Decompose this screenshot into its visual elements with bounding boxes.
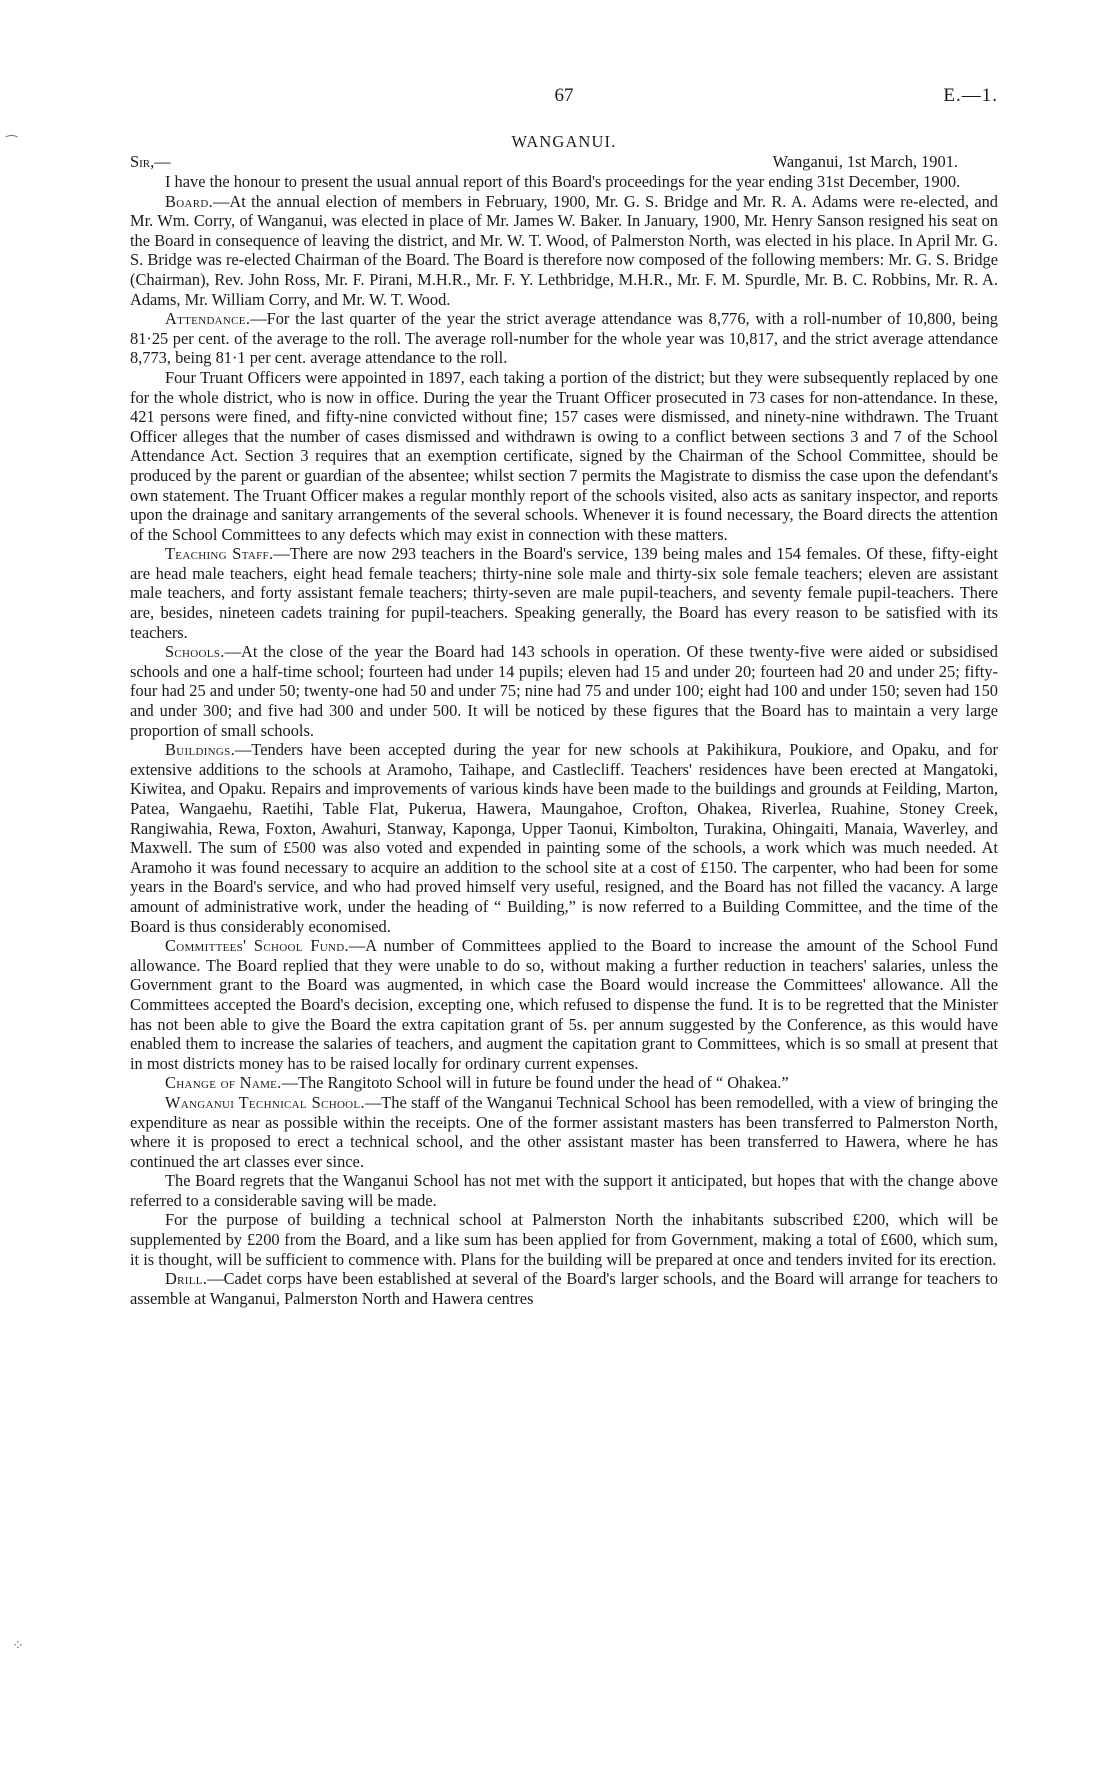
paragraph-text: —A number of Committees applied to the Board to increase the amount of the School Fund allowance. The Board replied that they were unable to do so, without making a further reduction in teachers' salaries, unless the Government grant to the Board was augmented, in which case the Board would increase the Committees' allowance. All the Committees accepted the Board's decision, excepting one, which refused to dispense the fund. It is to be regretted that the Minister has not been able to give the Board the extra capitation grant of 5s. per annum suggested by the Conference, as this would have enabled them to increase the salaries of teachers, and augment the capitation grant to Committees, which is so small at present that in most districts money has to be raised locally for ordinary current expenses. (130, 936, 998, 1073)
margin-mark-bottom: ⁘ (12, 1638, 24, 1654)
paragraph-truant-officers (130, 368, 998, 544)
paragraph-heading: Attendance. (165, 309, 251, 329)
paragraph-text: Four Truant Officers were appointed in 1897, each taking a portion of the district; but they were subsequently replaced by one for the whole district, who is now in office. During the year the Truant Officer prosecuted in 73 cases for non-attendance. In these, 421 persons were fined, and fifty-nine convicted without fine; 157 cases were dismissed, and ninety-nine withdrawn. The Truant Officer alleges that the number of cases dismissed and withdrawn is owing to a conflict between sections 3 and 7 of the School Attendance Act. Section 3 requires that an exemption certificate, signed by the Chairman of the School Committee, should be produced by the parent or guardian of the absentee; whilst section 7 permits the Magistrate to dismiss the case upon the defendant's own statement. The Truant Officer makes a regular monthly report of the schools visited, also acts as sanitary inspector, and reports upon the drainage and sanitary arrangements of the several schools. Whenever it is found necessary, the Board directs the attention of the School Committees to any defects which may exist in connection with these matters. (130, 367, 998, 544)
page-number: 67 (554, 85, 574, 106)
paragraph-heading: Teaching Staff. (165, 544, 274, 564)
paragraph-technical-school (130, 1093, 998, 1171)
paragraph-text: I have the honour to present the usual annual report of this Board's proceedings for the year ending 31st December, 1900. (165, 172, 961, 191)
paragraph-schools (130, 642, 998, 740)
place-date: Wanganui, 1st March, 1901. (772, 152, 958, 171)
margin-mark-top: ⁀ (6, 136, 18, 152)
paragraph-text: For the purpose of building a technical school at Palmerston North the inhabitants subscribed £200, which will be supplemented by £200 from the Board, and a like sum has been applied for from Government, making a total of £600, which sum, it is thought, will be sufficient to commence with. Plans for the building will be prepared at once and tenders invited for its erection. (130, 1210, 998, 1269)
paragraph-heading: Board. (165, 191, 213, 211)
paragraph-text: —Tenders have been accepted during the year for new schools at Pakihikura, Poukiore, and Opaku, and for extensive additions to the schools at Aramoho, Taihape, and Castlecliff. Teachers' residences have been erected at Mangatoki, Kiwitea, and Opaku. Repairs and improvements of various kinds have been made to the buildings and grounds at Feilding, Marton, Patea, Wangaehu, Raetihi, Table Flat, Pukerua, Hawera, Maungahoe, Crofton, Ohakea, Riverlea, Ruahine, Stoney Creek, Rangiwahia, Rewa, Foxton, Awahuri, Stanway, Kaponga, Upper Taonui, Kimbolton, Turakina, Ohingaiti, Manaia, Waverley, and Maxwell. The sum of £500 was also voted and expended in painting some of the schools, a work which was much needed. At Aramoho it was found necessary to acquire an addition to the school site at a cost of £150. The carpenter, who had been for some years in the Board's service, and who had proved himself very useful, resigned, and the Board has not filled the vacancy. A large amount of administrative work, under the heading of “ Building,” is now referred to a Building Committee, and the time of the Board is thus considerably economised. (130, 740, 998, 936)
paragraph-heading: Wanganui Technical School. (165, 1092, 365, 1112)
document-page (130, 86, 998, 1308)
paragraph-heading: Buildings. (165, 740, 235, 760)
paragraph-drill (130, 1269, 998, 1308)
paragraph-text: —At the close of the year the Board had 143 schools in operation. Of these twenty-five were aided or subsidised schools and one a half-time school; fourteen had under 14 pupils; eleven had 15 and under 20; fourteen had 20 and under 25; fifty-four had 25 and under 50; twenty-one had 50 and under 75; nine had 75 and under 100; eight had 100 and under 150; seven had 150 and under 300; and five had 300 and under 500. It will be noticed by these figures that the Board has to maintain a very large proportion of small schools. (130, 642, 998, 740)
paragraph-board-regrets (130, 1171, 998, 1210)
paragraph-text: The Board regrets that the Wanganui School has not met with the support it anticipated, but hopes that with the change above referred to a considerable saving will be made. (130, 1171, 998, 1210)
paragraph-heading: Drill. (165, 1269, 208, 1289)
paragraph-text: —For the last quarter of the year the strict average attendance was 8,776, with a roll-number of 10,800, being 81·25 per cent. of the average to the roll. The average roll-number for the whole year was 10,817, and the strict average attendance 8,773, being 81·1 per cent. average attendance to the roll. (130, 309, 998, 368)
paragraph-text: —There are now 293 teachers in the Board's service, 139 being males and 154 females. Of these, fifty-eight are head male teachers, eight head female teachers; thirty-nine sole male and thirty-six sole female teachers; eleven are assistant male teachers, and forty assistant female teachers; thirty-seven are male pupil-teachers, and seventy female pupil-teachers. There are, besides, nineteen cadets training for pupil-teachers. Speaking generally, the Board has every reason to be satisfied with its teachers. (130, 544, 998, 642)
paragraph-text: —The Rangitoto School will in future be found under the head of “ Ohakea.” (281, 1073, 789, 1093)
paragraph-palmerston-north (130, 1210, 998, 1269)
salutation-row (130, 152, 998, 172)
document-code: E.—1. (943, 85, 998, 106)
paragraph-board (130, 192, 998, 310)
paragraph-heading: Schools. (165, 642, 225, 662)
paragraph-text: —Cadet corps have been established at several of the Board's larger schools, and the Board will arrange for teachers to assemble at Wanganui, Palmerston North and Hawera centres (130, 1269, 998, 1308)
paragraph-buildings (130, 740, 998, 936)
paragraph-text: —At the annual election of members in February, 1900, Mr. G. S. Bridge and Mr. R. A. Adams were re-elected, and Mr. Wm. Corry, of Wanganui, was elected in place of Mr. James W. Baker. In January, 1900, Mr. Henry Sanson resigned his seat on the Board in consequence of leaving the district, and Mr. W. T. Wood, of Palmerston North, was elected in his place. In April Mr. G. S. Bridge was re-elected Chairman of the Board. The Board is therefore now composed of the following members: Mr. G. S. Bridge (Chairman), Rev. John Ross, Mr. F. Pirani, M.H.R., Mr. F. Y. Lethbridge, M.H.R., Mr. F. M. Spurdle, Mr. B. C. Robbins, Mr. R. A. Adams, Mr. William Corry, and Mr. W. T. Wood. (130, 191, 998, 309)
paragraph-change-of-name (130, 1073, 998, 1093)
paragraph-school-fund (130, 936, 998, 1073)
salutation: Sir,— (130, 152, 171, 171)
paragraph-heading: Change of Name. (165, 1073, 282, 1093)
page-title: WANGANUI. (511, 132, 617, 151)
report-body (130, 172, 998, 1308)
paragraph-heading: Committees' School Fund. (165, 936, 349, 956)
paragraph-intro (130, 172, 998, 192)
paragraph-teaching-staff (130, 544, 998, 642)
page-header (130, 86, 998, 114)
paragraph-attendance (130, 309, 998, 368)
paragraph-text: —The staff of the Wanganui Technical School has been remodelled, with a view of bringing the expenditure as near as possible within the receipts. One of the former assistant masters has been transferred to Palmerston North, where it is proposed to erect a technical school, and the other assistant master has been transferred to Hawera, where he has continued the art classes ever since. (130, 1092, 998, 1171)
